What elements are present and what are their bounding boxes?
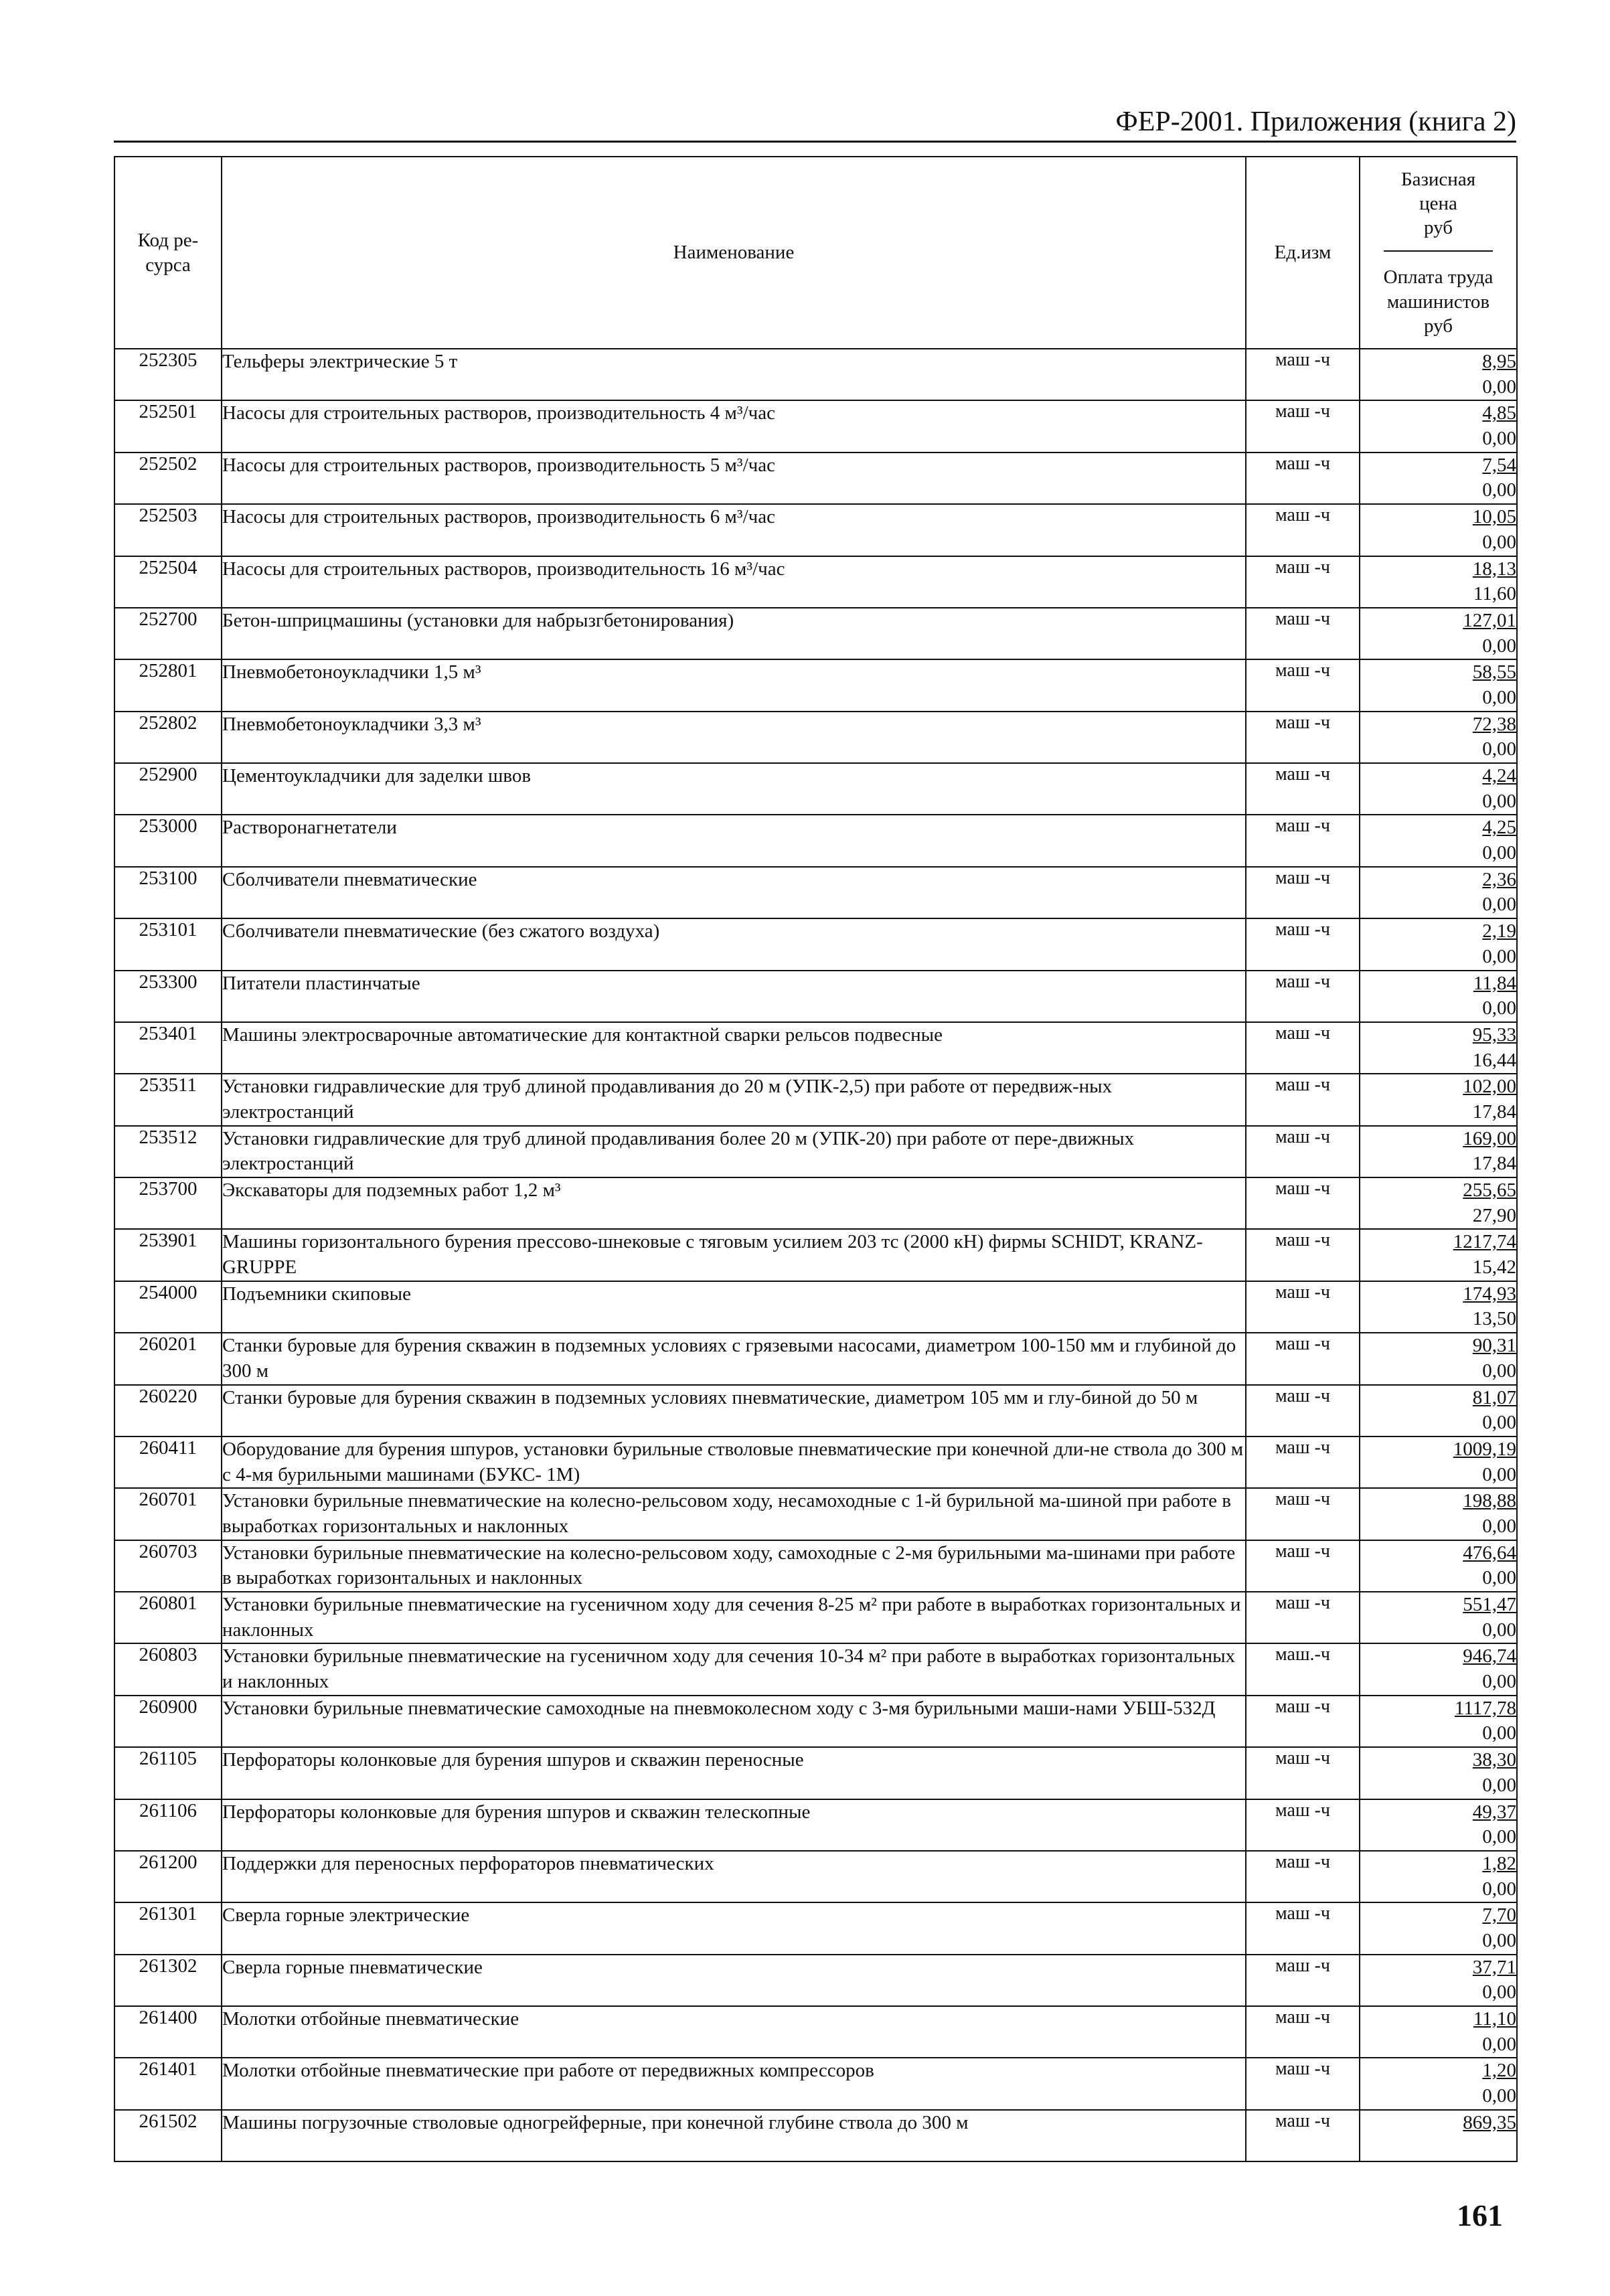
resource-name-cell: Цементоукладчики для заделки швов [222,763,1246,815]
resource-code-cell: 260701 [114,1488,222,1540]
unit-cell: маш -ч [1246,1851,1360,1902]
resource-name-cell: Подъемники скиповые [222,1281,1246,1333]
price-cell [1360,2058,1517,2109]
resource-name-cell: Машины горизонтального бурения прессово-шнековые с тяговым усилием 203 тс (2000 кН) фирмы SCHIDT, KRANZ-GRUPPE [222,1229,1246,1281]
table-row [114,608,1517,659]
resource-code-cell: 252502 [114,453,222,504]
unit-cell: маш -ч [1246,1592,1360,1643]
unit-cell: маш -ч [1246,1022,1360,1074]
table-row [114,1333,1517,1384]
unit-cell: маш -ч [1246,763,1360,815]
base-price-value: 10,05 [1472,506,1516,528]
resource-code-cell: 260411 [114,1437,222,1488]
base-price-value: 1,20 [1482,2060,1516,2082]
operator-pay-value: 0,00 [1482,479,1516,501]
operator-pay-value: 0,00 [1482,2085,1516,2107]
price-cell [1360,1126,1517,1177]
resource-name-cell: Машины погрузочные стволовые одногрейферные, при конечной глубине ствола до 300 м [222,2110,1246,2161]
unit-cell: маш -ч [1246,2006,1360,2058]
unit-cell: маш -ч [1246,400,1360,452]
unit-cell: маш -ч [1246,1074,1360,1125]
price-cell [1360,815,1517,866]
resource-name-cell: Поддержки для переносных перфораторов пневматических [222,1851,1246,1902]
base-price-value: 7,54 [1482,454,1516,476]
price-cell [1360,1229,1517,1281]
base-price-value: 95,33 [1472,1023,1516,1046]
resource-name-cell: Питатели пластинчатые [222,971,1246,1022]
operator-pay-value: 0,00 [1482,894,1516,916]
operator-pay-value: 15,42 [1472,1256,1516,1279]
resource-name-cell: Установки бурильные пневматические на гусеничном ходу для сечения 8-25 м² при работе в выработках горизонтальных и наклонных [222,1592,1246,1643]
unit-cell: маш -ч [1246,1540,1360,1592]
resource-code-cell: 252802 [114,712,222,763]
unit-cell: маш -ч [1246,712,1360,763]
table-row [114,659,1517,711]
table-row [114,1955,1517,2006]
table-row [114,763,1517,815]
operator-pay-value: 0,00 [1482,1929,1516,1951]
resource-name-cell: Установки бурильные пневматические на колесно-рельсовом ходу, самоходные с 2-мя бурильными ма-шинами при работе в выработках горизонтальных и наклонных [222,1540,1246,1592]
header-price-base-line2: цена [1419,193,1457,215]
price-cell [1360,349,1517,400]
operator-pay-value: 0,00 [1482,1722,1516,1744]
price-cell [1360,1747,1517,1799]
price-cell [1360,453,1517,504]
operator-pay-value: 0,00 [1482,1774,1516,1796]
resource-code-cell: 252900 [114,763,222,815]
resource-code-cell: 260220 [114,1385,222,1437]
price-cell [1360,504,1517,556]
price-cell [1360,867,1517,918]
resource-name-cell: Установки бурильные пневматические на гусеничном ходу для сечения 10-34 м² при работе в выработках горизонтальных и наклонных [222,1643,1246,1695]
page-number: 161 [1457,2198,1503,2232]
base-price-value: 72,38 [1472,713,1516,735]
table-header-row [114,157,1517,349]
base-price-value: 4,85 [1482,402,1516,424]
unit-cell: маш.-ч [1246,1643,1360,1695]
table-body [114,349,1517,2161]
table-row [114,504,1517,556]
unit-cell: маш -ч [1246,504,1360,556]
resource-code-cell: 261106 [114,1799,222,1851]
table-row [114,1229,1517,1281]
operator-pay-value: 0,00 [1482,1412,1516,1434]
resource-code-cell: 253000 [114,815,222,866]
resource-code-cell: 253101 [114,918,222,970]
table-row [114,1540,1517,1592]
unit-cell: маш -ч [1246,2110,1360,2161]
table-row [114,1747,1517,1799]
base-price-value: 1217,74 [1453,1231,1516,1253]
base-price-value: 49,37 [1472,1801,1516,1823]
base-price-value: 58,55 [1472,661,1516,683]
header-price-base-line3: руб [1424,217,1453,239]
resource-code-cell: 261302 [114,1955,222,2006]
operator-pay-value: 0,00 [1482,686,1516,708]
resource-code-cell: 253100 [114,867,222,918]
operator-pay-value: 27,90 [1472,1204,1516,1226]
operator-pay-value: 0,00 [1482,1981,1516,2003]
base-price-value: 4,24 [1482,765,1516,787]
operator-pay-value: 0,00 [1482,997,1516,1019]
resource-name-cell: Тельферы электрические 5 т [222,349,1246,400]
resource-name-cell: Оборудование для бурения шпуров, установки бурильные стволовые пневматические при конечной дли-не ствола до 300 м с 4-мя бурильными машинами (БУКС- 1М) [222,1437,1246,1488]
price-cell [1360,1851,1517,1902]
operator-pay-value: 0,00 [1482,738,1516,760]
price-cell [1360,1333,1517,1384]
unit-cell: маш -ч [1246,453,1360,504]
base-price-value: 81,07 [1472,1386,1516,1408]
resource-code-cell: 253512 [114,1126,222,1177]
resource-name-cell: Станки буровые для бурения скважин в подземных условиях с грязевыми насосами, диаметром 100-150 мм и глубиной до 300 м [222,1333,1246,1384]
price-cell [1360,1074,1517,1125]
table-row [114,1592,1517,1643]
price-cell [1360,763,1517,815]
unit-cell: маш -ч [1246,1799,1360,1851]
unit-cell: маш -ч [1246,1488,1360,1540]
base-price-value: 11,10 [1473,2008,1516,2030]
base-price-value: 37,71 [1472,1956,1516,1978]
table-row [114,1281,1517,1333]
unit-cell: маш -ч [1246,1437,1360,1488]
price-cell [1360,2006,1517,2058]
table-row [114,867,1517,918]
resource-code-cell: 252504 [114,556,222,608]
resource-code-cell: 260703 [114,1540,222,1592]
table-row [114,2006,1517,2058]
header-price-pay-line3: руб [1424,315,1453,337]
price-cell [1360,556,1517,608]
table-row [114,1074,1517,1125]
unit-cell: маш -ч [1246,918,1360,970]
resource-code-cell: 252700 [114,608,222,659]
table-row [114,1488,1517,1540]
resource-code-cell: 253700 [114,1177,222,1229]
resource-code-cell: 260900 [114,1696,222,1747]
operator-pay-value: 0,00 [1482,428,1516,450]
table-row [114,1799,1517,1851]
header-code: Код ре-сурса [114,157,222,349]
table-row [114,400,1517,452]
unit-cell: маш -ч [1246,2058,1360,2109]
operator-pay-value: 0,00 [1482,1826,1516,1848]
unit-cell: маш -ч [1246,971,1360,1022]
table-row [114,1385,1517,1437]
price-cell [1360,1488,1517,1540]
base-price-value: 38,30 [1472,1749,1516,1771]
resource-name-cell: Сболчиватели пневматические [222,867,1246,918]
resource-code-cell: 252503 [114,504,222,556]
base-price-value: 1117,78 [1454,1697,1516,1719]
table-row [114,1177,1517,1229]
resource-code-cell: 252801 [114,659,222,711]
table-row [114,712,1517,763]
table-row [114,918,1517,970]
base-price-value: 127,01 [1463,609,1516,631]
resource-price-table [114,156,1518,2162]
unit-cell: маш -ч [1246,1126,1360,1177]
table-row [114,1696,1517,1747]
base-price-value: 255,65 [1463,1179,1516,1201]
unit-cell: маш -ч [1246,1696,1360,1747]
resource-name-cell: Сболчиватели пневматические (без сжатого воздуха) [222,918,1246,970]
unit-cell: маш -ч [1246,1902,1360,1954]
resource-code-cell: 261105 [114,1747,222,1799]
resource-name-cell: Сверла горные пневматические [222,1955,1246,2006]
resource-code-cell: 260201 [114,1333,222,1384]
base-price-value: 946,74 [1463,1645,1516,1667]
operator-pay-value: 0,00 [1482,1360,1516,1382]
base-price-value: 551,47 [1463,1594,1516,1615]
resource-name-cell: Насосы для строительных растворов, производительность 6 м³/час [222,504,1246,556]
operator-pay-value: 0,00 [1482,1515,1516,1537]
unit-cell: маш -ч [1246,1177,1360,1229]
base-price-value: 169,00 [1463,1127,1516,1149]
base-price-value: 174,93 [1463,1283,1516,1305]
header-unit: Ед.изм [1246,157,1360,349]
base-price-value: 8,95 [1482,351,1516,372]
resource-code-cell: 253511 [114,1074,222,1125]
page-header-title: ФЕР-2001. Приложения (книга 2) [1115,106,1516,137]
header-price-base-line1: Базисная [1400,168,1476,190]
table-row [114,1022,1517,1074]
unit-cell: маш -ч [1246,1955,1360,2006]
base-price-value: 198,88 [1463,1490,1516,1512]
price-cell [1360,1799,1517,1851]
operator-pay-value: 0,00 [1482,531,1516,553]
unit-cell: маш -ч [1246,1385,1360,1437]
resource-name-cell: Бетон-шприцмашины (установки для набрызгбетонирования) [222,608,1246,659]
table-row [114,1437,1517,1488]
unit-cell: маш -ч [1246,349,1360,400]
operator-pay-value: 13,50 [1472,1308,1516,1330]
price-cell [1360,971,1517,1022]
resource-code-cell: 252305 [114,349,222,400]
table-row [114,453,1517,504]
header-price-pay-line2: машинистов [1386,291,1490,313]
resource-name-cell: Станки буровые для бурения скважин в подземных условиях пневматические, диаметром 105 мм и глу-биной до 50 м [222,1385,1246,1437]
header-rule [114,141,1516,143]
resource-code-cell: 261200 [114,1851,222,1902]
price-cell [1360,1955,1517,2006]
base-price-value: 11,84 [1473,972,1516,994]
resource-code-cell: 260801 [114,1592,222,1643]
price-cell [1360,1902,1517,1954]
base-price-value: 4,25 [1482,817,1516,839]
unit-cell: маш -ч [1246,1281,1360,1333]
price-cell [1360,2110,1517,2161]
resource-code-cell: 261301 [114,1902,222,1954]
table-row [114,1851,1517,1902]
resource-name-cell: Установки бурильные пневматические на колесно-рельсовом ходу, несамоходные с 1-й бурильной ма-шиной при работе в выработках горизонтальных и наклонных [222,1488,1246,1540]
resource-code-cell: 252501 [114,400,222,452]
price-cell [1360,1437,1517,1488]
table-row [114,556,1517,608]
header-name: Наименование [222,157,1246,349]
price-cell [1360,712,1517,763]
unit-cell: маш -ч [1246,1229,1360,1281]
price-cell [1360,1540,1517,1592]
price-cell [1360,1022,1517,1074]
price-cell [1360,1696,1517,1747]
resource-name-cell: Насосы для строительных растворов, производительность 4 м³/час [222,400,1246,452]
unit-cell: маш -ч [1246,556,1360,608]
resource-code-cell: 253401 [114,1022,222,1074]
price-cell [1360,1592,1517,1643]
unit-cell: маш -ч [1246,815,1360,866]
table-row [114,815,1517,866]
table-row [114,971,1517,1022]
resource-code-cell: 254000 [114,1281,222,1333]
table-row [114,349,1517,400]
resource-code-cell: 261401 [114,2058,222,2109]
resource-code-cell: 261400 [114,2006,222,2058]
resource-name-cell: Установки гидравлические для труб длиной продавливания до 20 м (УПК-2,5) при работе от передвиж-ных электростанций [222,1074,1246,1125]
base-price-value: 18,13 [1472,558,1516,580]
table-row [114,1902,1517,1954]
operator-pay-value: 0,00 [1482,1567,1516,1589]
resource-code-cell: 253901 [114,1229,222,1281]
resource-name-cell: Пневмобетоноукладчики 3,3 м³ [222,712,1246,763]
base-price-value: 2,36 [1482,868,1516,890]
price-cell [1360,1281,1517,1333]
resource-name-cell: Перфораторы колонковые для бурения шпуров и скважин телескопные [222,1799,1246,1851]
base-price-value: 90,31 [1472,1335,1516,1357]
resource-name-cell: Экскаваторы для подземных работ 1,2 м³ [222,1177,1246,1229]
price-cell [1360,918,1517,970]
unit-cell: маш -ч [1246,1333,1360,1384]
base-price-value: 1,82 [1482,1852,1516,1874]
price-cell [1360,608,1517,659]
resource-code-cell: 261502 [114,2110,222,2161]
resource-name-cell: Пневмобетоноукладчики 1,5 м³ [222,659,1246,711]
operator-pay-value: 0,00 [1482,1671,1516,1693]
resource-code-cell: 253300 [114,971,222,1022]
base-price-value: 2,19 [1482,920,1516,942]
unit-cell: маш -ч [1246,659,1360,711]
unit-cell: маш -ч [1246,1747,1360,1799]
operator-pay-value: 0,00 [1482,790,1516,812]
base-price-value: 476,64 [1463,1542,1516,1564]
resource-name-cell: Молотки отбойные пневматические [222,2006,1246,2058]
operator-pay-value: 16,44 [1472,1049,1516,1071]
header-price [1360,157,1517,349]
unit-cell: маш -ч [1246,608,1360,659]
operator-pay-value: 0,00 [1482,2033,1516,2055]
table-row [114,2058,1517,2109]
resource-name-cell: Сверла горные электрические [222,1902,1246,1954]
operator-pay-value: 0,00 [1482,1463,1516,1485]
price-cell [1360,400,1517,452]
operator-pay-value: 17,84 [1472,1100,1516,1123]
resource-code-cell: 260803 [114,1643,222,1695]
resource-name-cell: Насосы для строительных растворов, производительность 16 м³/час [222,556,1246,608]
resource-name-cell: Молотки отбойные пневматические при работе от передвижных компрессоров [222,2058,1246,2109]
base-price-value: 102,00 [1463,1076,1516,1098]
resource-name-cell: Машины электросварочные автоматические для контактной сварки рельсов подвесные [222,1022,1246,1074]
base-price-value: 869,35 [1463,2111,1516,2133]
operator-pay-value: 0,00 [1482,376,1516,398]
resource-name-cell: Насосы для строительных растворов, производительность 5 м³/час [222,453,1246,504]
header-price-pay-line1: Оплата труда [1383,266,1494,289]
operator-pay-value: 0,00 [1482,1878,1516,1900]
resource-name-cell: Установки бурильные пневматические самоходные на пневмоколесном ходу с 3-мя бурильными маши-нами УБШ-532Д [222,1696,1246,1747]
operator-pay-value: 17,84 [1472,1153,1516,1175]
unit-cell: маш -ч [1246,867,1360,918]
operator-pay-value: 11,60 [1473,583,1516,605]
resource-name-cell: Установки гидравлические для труб длиной продавливания более 20 м (УПК-20) при работе от пере-движных электростанций [222,1126,1246,1177]
price-cell [1360,1385,1517,1437]
price-cell [1360,1177,1517,1229]
operator-pay-value: 0,00 [1482,945,1516,967]
price-cell [1360,659,1517,711]
operator-pay-value: 0,00 [1482,635,1516,657]
operator-pay-value: 0,00 [1482,1619,1516,1641]
base-price-value: 7,70 [1482,1904,1516,1926]
price-cell [1360,1643,1517,1695]
operator-pay-value: 0,00 [1482,842,1516,864]
base-price-value: 1009,19 [1453,1438,1516,1460]
table-row [114,1126,1517,1177]
resource-name-cell: Перфораторы колонковые для бурения шпуров и скважин переносные [222,1747,1246,1799]
resource-name-cell: Растворонагнетатели [222,815,1246,866]
table-row [114,2110,1517,2161]
table-row [114,1643,1517,1695]
